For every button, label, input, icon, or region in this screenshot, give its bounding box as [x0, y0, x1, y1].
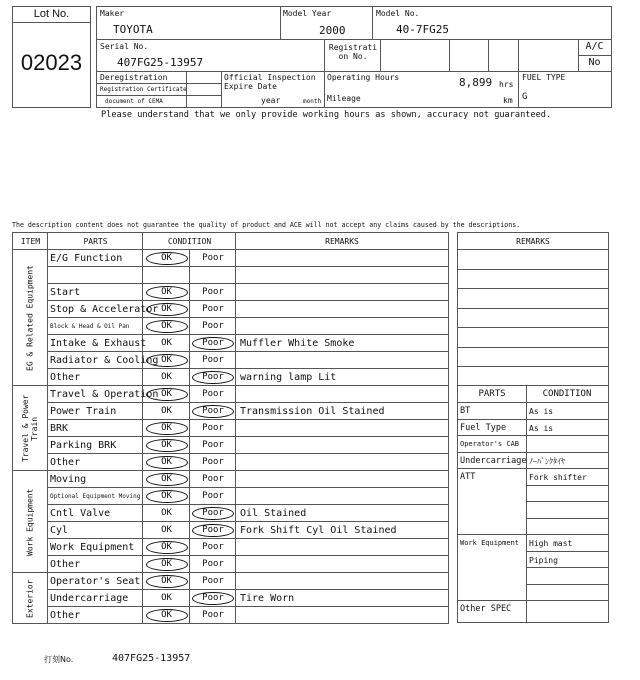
spec-part: Other SPEC: [460, 604, 512, 614]
ok-option[interactable]: OK: [161, 287, 172, 297]
condition-row: [13, 335, 448, 352]
ok-selected-circle: [146, 558, 188, 571]
poor-option[interactable]: Poor: [202, 406, 224, 416]
ok-option[interactable]: OK: [161, 440, 172, 450]
remarks-text: Fork Shift Cyl Oil Stained: [240, 525, 397, 536]
spec-condition: As is: [529, 423, 554, 433]
ok-option[interactable]: OK: [161, 355, 172, 365]
condition-row: [13, 471, 448, 488]
deregistration-label: Deregistration: [100, 73, 168, 82]
side-remarks-table: [457, 232, 609, 386]
remarks-text: Oil Stained: [240, 508, 307, 519]
lot-box: [12, 6, 91, 108]
item-group-label: Exterior: [25, 579, 35, 618]
spec-part: Work Equipment: [460, 539, 520, 547]
condition-row: [13, 267, 448, 284]
condition-row: [13, 488, 448, 505]
spec-part: Fuel Type: [460, 422, 507, 433]
inspection-label-2: Expire Date: [224, 82, 277, 91]
condition-row: [13, 386, 448, 403]
part-name: Start: [50, 287, 81, 298]
condition-table: [12, 232, 449, 624]
poor-option[interactable]: Poor: [202, 576, 224, 586]
spec-condition: As is: [529, 407, 554, 416]
header-remarks: REMARKS: [325, 237, 359, 246]
part-name: E/G Function: [50, 253, 123, 264]
spec-table: [457, 385, 609, 623]
part-name: Power Train: [50, 406, 117, 417]
poor-option[interactable]: Poor: [202, 355, 224, 365]
remarks-text: [240, 437, 446, 454]
remarks-text: [240, 267, 446, 284]
ok-selected-circle: [146, 286, 188, 299]
spec-condition: [529, 486, 607, 503]
part-name: Other: [50, 457, 81, 468]
ok-option[interactable]: OK: [161, 338, 172, 348]
spec-condition: ﾉｰﾊﾞﾝｸﾀｲﾔ: [529, 456, 565, 466]
year-label: year: [261, 96, 281, 105]
ok-selected-circle: [146, 320, 188, 333]
spec-part: Undercarriage: [460, 455, 527, 466]
poor-option[interactable]: Poor: [202, 559, 224, 569]
ok-option[interactable]: OK: [161, 321, 172, 331]
item-group-label: Work Equipment: [25, 488, 35, 556]
ok-selected-circle: [146, 473, 188, 486]
cema-document-label: document of CEMA: [105, 98, 163, 105]
model-year-value: 2000: [319, 24, 346, 37]
condition-row: [13, 573, 448, 590]
month-label: month: [303, 98, 322, 105]
part-name: Other: [50, 559, 81, 570]
ok-option[interactable]: OK: [161, 304, 172, 314]
registration-certificate-label: Registration Certificate: [100, 86, 187, 93]
poor-option[interactable]: Poor: [202, 593, 224, 603]
part-name: Other: [50, 372, 81, 383]
poor-option[interactable]: Poor: [202, 304, 224, 314]
remarks-text: [240, 386, 446, 403]
spec-header-parts: PARTS: [478, 389, 506, 399]
ok-selected-circle: [146, 439, 188, 452]
header-item: ITEM: [20, 237, 41, 246]
condition-row: [13, 539, 448, 556]
poor-selected-circle: [192, 405, 234, 418]
remarks-text: [240, 250, 446, 267]
remarks-text: warning lamp Lit: [240, 372, 337, 383]
ok-selected-circle: [146, 388, 188, 401]
remarks-text: [240, 607, 446, 624]
ok-selected-circle: [146, 490, 188, 503]
condition-row: [13, 607, 448, 624]
side-remarks-row: [461, 367, 605, 386]
stamp-value: 407FG25-13957: [112, 653, 191, 664]
side-remarks-row: [461, 270, 605, 289]
remarks-text: Muffler White Smoke: [240, 338, 355, 349]
condition-row: [13, 590, 448, 607]
poor-selected-circle: [192, 524, 234, 537]
ok-option[interactable]: OK: [161, 610, 172, 620]
ok-selected-circle: [146, 303, 188, 316]
poor-option[interactable]: Poor: [202, 338, 224, 348]
item-group-label: EG & Related Equipment: [25, 265, 35, 371]
part-name: Intake & Exhaust: [50, 338, 147, 349]
ok-option[interactable]: OK: [161, 423, 172, 433]
poor-option[interactable]: Poor: [202, 287, 224, 297]
remarks-text: [240, 539, 446, 556]
disclaimer: The description content does not guarantee the quality of product and ACE will not accept any claims caused by the descriptions.: [12, 221, 521, 229]
vehicle-info-table: [96, 6, 612, 108]
poor-selected-circle: [192, 507, 234, 520]
condition-row: [13, 420, 448, 437]
remarks-text: [240, 284, 446, 301]
part-name: Moving: [50, 474, 87, 485]
model-no-label: Model No.: [376, 9, 420, 18]
poor-option[interactable]: Poor: [202, 372, 224, 382]
spec-part: ATT: [460, 472, 476, 482]
condition-row: [13, 556, 448, 573]
ok-option[interactable]: OK: [161, 491, 172, 501]
condition-row: [13, 318, 448, 335]
ok-option[interactable]: OK: [161, 559, 172, 569]
poor-selected-circle: [192, 371, 234, 384]
remarks-text: [240, 420, 446, 437]
condition-row: [13, 505, 448, 522]
side-remarks-row: [461, 309, 605, 328]
ok-option[interactable]: OK: [161, 457, 172, 467]
stamp-label: 打刻No.: [44, 655, 74, 664]
ok-option[interactable]: OK: [161, 576, 172, 586]
poor-option[interactable]: Poor: [202, 474, 224, 484]
ok-option[interactable]: OK: [161, 593, 172, 603]
spec-condition: High mast: [529, 539, 573, 548]
part-name: Cyl: [50, 525, 69, 536]
poor-option[interactable]: Poor: [202, 542, 224, 552]
spec-condition: [529, 568, 607, 585]
model-year-label: Model Year: [283, 9, 332, 18]
fuel-type-label: FUEL TYPE: [522, 73, 566, 82]
model-no-value: 40-7FG25: [396, 23, 449, 36]
spec-condition: Fork shifter: [529, 473, 587, 482]
condition-row: [13, 437, 448, 454]
remarks-text: [240, 301, 446, 318]
condition-row: [13, 284, 448, 301]
spec-condition: [529, 601, 607, 618]
ok-option[interactable]: OK: [161, 525, 172, 535]
poor-option[interactable]: Poor: [202, 440, 224, 450]
part-name: Cntl Valve: [50, 508, 111, 519]
side-remarks-row: [461, 289, 605, 308]
part-name: Parking BRK: [50, 440, 117, 451]
remarks-text: [240, 471, 446, 488]
poor-option[interactable]: Poor: [202, 610, 224, 620]
ok-option[interactable]: OK: [161, 474, 172, 484]
ok-option[interactable]: OK: [161, 406, 172, 416]
part-name: Radiator & Cooling: [50, 355, 159, 366]
condition-row: [13, 352, 448, 369]
poor-option[interactable]: Poor: [202, 457, 224, 467]
serial-value: 407FG25-13957: [117, 56, 204, 69]
ok-option[interactable]: OK: [161, 389, 172, 399]
spec-condition: [529, 585, 607, 602]
ok-option[interactable]: OK: [161, 542, 172, 552]
condition-row: [13, 301, 448, 318]
part-name: Other: [50, 610, 81, 621]
spec-condition: [529, 519, 607, 536]
ac-value: No: [588, 57, 601, 68]
poor-option[interactable]: Poor: [202, 508, 224, 518]
ok-selected-circle: [146, 575, 188, 588]
ok-selected-circle: [146, 354, 188, 367]
part-name: Work Equipment: [50, 542, 135, 553]
poor-option[interactable]: Poor: [202, 253, 224, 263]
side-remarks-row: [461, 250, 605, 269]
header-parts: PARTS: [83, 237, 108, 246]
ok-selected-circle: [146, 541, 188, 554]
ok-selected-circle: [146, 252, 188, 265]
poor-option[interactable]: Poor: [202, 491, 224, 501]
side-remarks-header: REMARKS: [516, 237, 550, 246]
remarks-text: [240, 573, 446, 590]
condition-row: [13, 403, 448, 420]
condition-row: [13, 454, 448, 471]
poor-option[interactable]: Poor: [202, 321, 224, 331]
part-name: Undercarriage: [50, 593, 129, 604]
part-name: [50, 267, 142, 284]
poor-option[interactable]: Poor: [202, 525, 224, 535]
remarks-text: Tire Worn: [240, 593, 295, 604]
ok-option[interactable]: OK: [161, 253, 172, 263]
inspection-label-1: Official Inspection: [224, 73, 316, 82]
maker-value: TOYOTA: [113, 23, 153, 36]
lot-number: 02023: [20, 50, 83, 75]
poor-selected-circle: [192, 592, 234, 605]
ok-selected-circle: [146, 456, 188, 469]
poor-option[interactable]: Poor: [202, 423, 224, 433]
header-condition: CONDITION: [167, 237, 212, 246]
spec-header-condition: CONDITION: [542, 389, 592, 399]
part-name: Operator's Seat: [50, 576, 141, 587]
side-remarks-row: [461, 348, 605, 367]
remarks-text: [240, 352, 446, 369]
operating-hours-value: 8,899: [459, 76, 493, 89]
poor-option[interactable]: Poor: [202, 389, 224, 399]
spec-condition: [529, 502, 607, 519]
condition-row: [13, 250, 448, 267]
remarks-text: [240, 454, 446, 471]
fuel-type-value: G: [522, 92, 528, 102]
remarks-text: [240, 318, 446, 335]
lot-label: Lot No.: [33, 8, 70, 20]
part-name: Block & Head & Oil Pan: [50, 323, 130, 330]
item-group-label: Travel & Power Train: [21, 394, 39, 463]
spec-condition: Piping: [529, 555, 558, 565]
part-name: Travel & Operation: [50, 389, 159, 400]
condition-row: [13, 522, 448, 539]
remarks-text: [240, 556, 446, 573]
operating-hours-label: Operating Hours: [327, 73, 400, 82]
hours-note: Please understand that we only provide working hours as shown, accuracy not guaranteed.: [101, 110, 552, 120]
spec-part: BT: [460, 406, 471, 416]
ok-selected-circle: [146, 422, 188, 435]
part-name: BRK: [50, 423, 69, 434]
ok-option[interactable]: OK: [161, 508, 172, 518]
mileage-label: Mileage: [327, 94, 361, 103]
ok-option[interactable]: OK: [161, 372, 172, 382]
ok-selected-circle: [146, 609, 188, 622]
maker-label: Maker: [100, 9, 125, 18]
spec-part: Operator's CAB: [460, 440, 520, 448]
remarks-text: [240, 488, 446, 505]
condition-row: [13, 369, 448, 386]
part-name: Stop & Accelerator: [50, 304, 159, 315]
side-remarks-row: [461, 328, 605, 347]
hrs-unit: hrs: [499, 80, 514, 89]
poor-selected-circle: [192, 337, 234, 350]
registration-no-label: Registrati on No.: [328, 43, 378, 61]
km-unit: km: [503, 96, 513, 105]
spec-condition: [529, 436, 607, 453]
serial-label: Serial No.: [100, 42, 149, 51]
ac-label: A/C: [585, 41, 604, 52]
remarks-text: Transmission Oil Stained: [240, 406, 385, 417]
part-name: Optional Equipment Moving: [50, 493, 141, 500]
